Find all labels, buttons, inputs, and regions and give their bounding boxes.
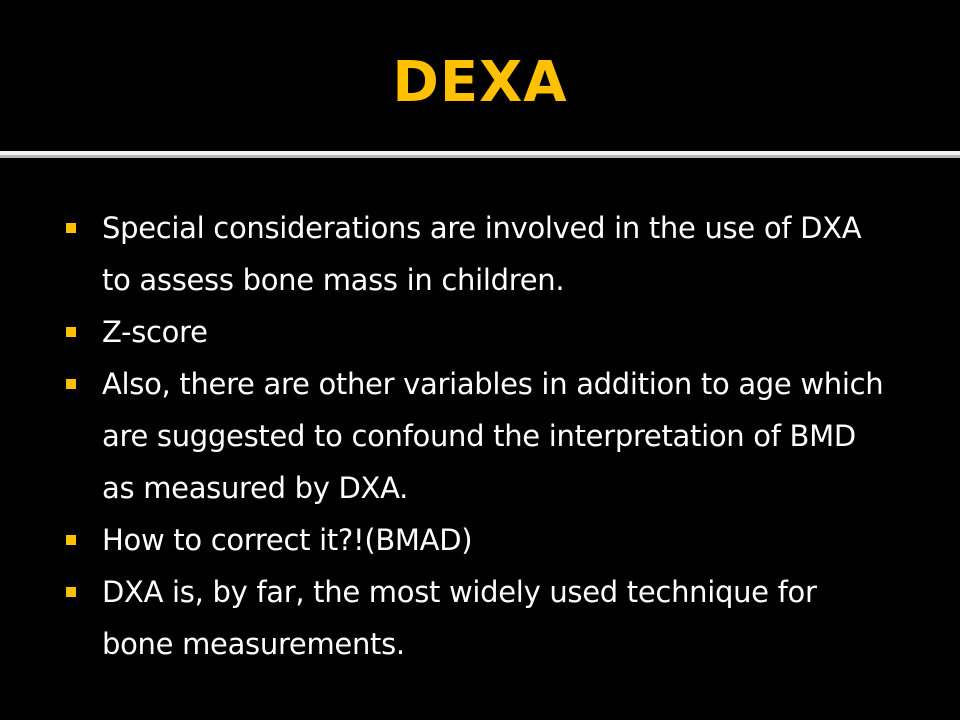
slide-body	[0, 158, 960, 720]
bullet-item	[66, 514, 896, 566]
title-bar	[0, 0, 960, 151]
slide-title: DEXA	[392, 50, 568, 115]
bullet-item	[66, 566, 896, 670]
bullet-item	[66, 202, 896, 306]
bullet-text: DXA is, by far, the most widely used technique for bone measurements.	[102, 575, 817, 661]
bullet-list	[66, 202, 896, 670]
square-bullet-icon	[66, 587, 76, 597]
bullet-item	[66, 358, 896, 514]
bullet-text: How to correct it?!(BMAD)	[102, 523, 473, 557]
square-bullet-icon	[66, 379, 76, 389]
square-bullet-icon	[66, 223, 76, 233]
bullet-item	[66, 306, 896, 358]
bullet-text: Special considerations are involved in the use of DXA to assess bone mass in children.	[102, 211, 862, 297]
square-bullet-icon	[66, 535, 76, 545]
bullet-text: Z-score	[102, 315, 208, 349]
square-bullet-icon	[66, 327, 76, 337]
bullet-text: Also, there are other variables in addition to age which are suggested to confound the interpretation of BMD as measured by DXA.	[102, 367, 884, 505]
